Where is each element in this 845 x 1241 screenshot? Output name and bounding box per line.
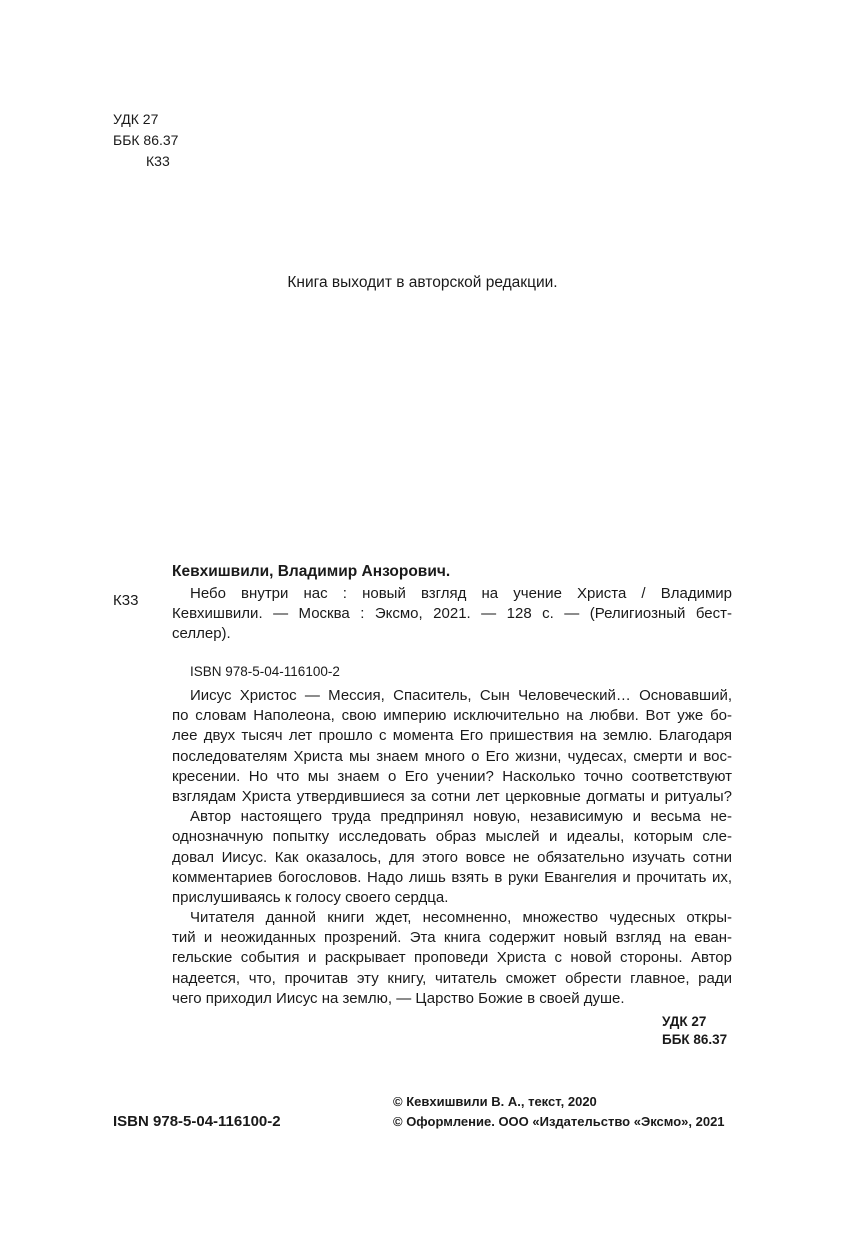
catalog-abstract — [172, 686, 732, 1009]
abstract-line: комментариев богословов. Надо лишь взять в руки Евангелия и прочитать их, — [172, 868, 732, 886]
abstract-line: лее двух тысяч лет прошло с момента Его пришествия на землю. Благодаря — [172, 727, 732, 745]
abstract-line: однозначную попытку исследовать образ мыслей и идеалы, которым сле- — [172, 828, 732, 846]
abstract-line: Читателя данной книги ждет, несомненно, множество чудесных откры- — [190, 909, 732, 927]
catalog-author: Кевхишвили, Владимир Анзорович. — [172, 563, 451, 580]
abstract-line: кресении. Но что мы знаем о Его учении? Насколько точно соответствуют — [172, 767, 732, 785]
abstract-paragraph — [172, 686, 732, 807]
abstract-line: прислушиваясь к голосу своего сердца. — [172, 888, 449, 906]
description-line: Небо внутри нас : новый взгляд на учение Христа / Владимир — [190, 585, 732, 602]
catalog-udk: УДК 27 — [662, 1014, 707, 1029]
abstract-line: надеется, что, прочитав эту книгу, читатель сможет обрести главное, ради — [172, 969, 732, 987]
top-udk: УДК 27 — [113, 111, 159, 127]
abstract-line: по словам Наполеона, свою империю исключительно на любви. Вот уже бо- — [172, 707, 732, 725]
abstract-line: взглядам Христа утвердившиеся за сотни лет церковные догматы и ритуалы? — [172, 787, 732, 805]
top-bbk: ББК 86.37 — [113, 132, 179, 148]
catalog-classification — [662, 1013, 727, 1049]
catalog-isbn: ISBN 978-5-04-116100-2 — [190, 664, 340, 679]
abstract-line: Автор настоящего труда предпринял новую, независимую и весьма не- — [190, 808, 732, 826]
abstract-line: Иисус Христос — Мессия, Спаситель, Сын Человеческий… Основавший, — [190, 687, 732, 704]
copyright-text: © Кевхишвили В. А., текст, 2020 — [393, 1094, 597, 1109]
description-line: Кевхишвили. — Москва : Эксмо, 2021. — 128 с. — (Религиозный бест- — [172, 605, 732, 623]
top-author-mark: К33 — [146, 153, 170, 169]
catalog-bbk: ББК 86.37 — [662, 1032, 728, 1047]
top-index — [113, 110, 178, 171]
abstract-line: гельские события и раскрывает проповеди Христа с новой стороны. Автор — [172, 949, 732, 967]
edition-note: Книга выходит в авторской редакции. — [287, 274, 558, 291]
copyright-design: © Оформление. ООО «Издательство «Эксмо», 2021 — [393, 1114, 725, 1129]
abstract-line: чего приходил Иисус на землю, — Царство Божие в своей душе. — [172, 989, 625, 1007]
abstract-line: последователям Христа мы знаем много о Его жизни, чудесах, смерти и вос- — [172, 747, 732, 765]
catalog-description — [172, 584, 732, 645]
abstract-line: довал Иисус. Как оказалось, для этого вовсе не обязательно изучать сотни — [172, 848, 732, 866]
abstract-paragraph — [172, 908, 732, 1009]
abstract-paragraph — [172, 807, 732, 908]
footer-copyrights — [393, 1092, 725, 1132]
description-line: селлер). — [172, 625, 231, 643]
footer-isbn: ISBN 978-5-04-116100-2 — [113, 1113, 281, 1130]
abstract-line: тий и неожиданных прозрений. Эта книга содержит новый взгляд на еван- — [172, 929, 732, 947]
catalog-author-mark: К33 — [113, 592, 139, 609]
